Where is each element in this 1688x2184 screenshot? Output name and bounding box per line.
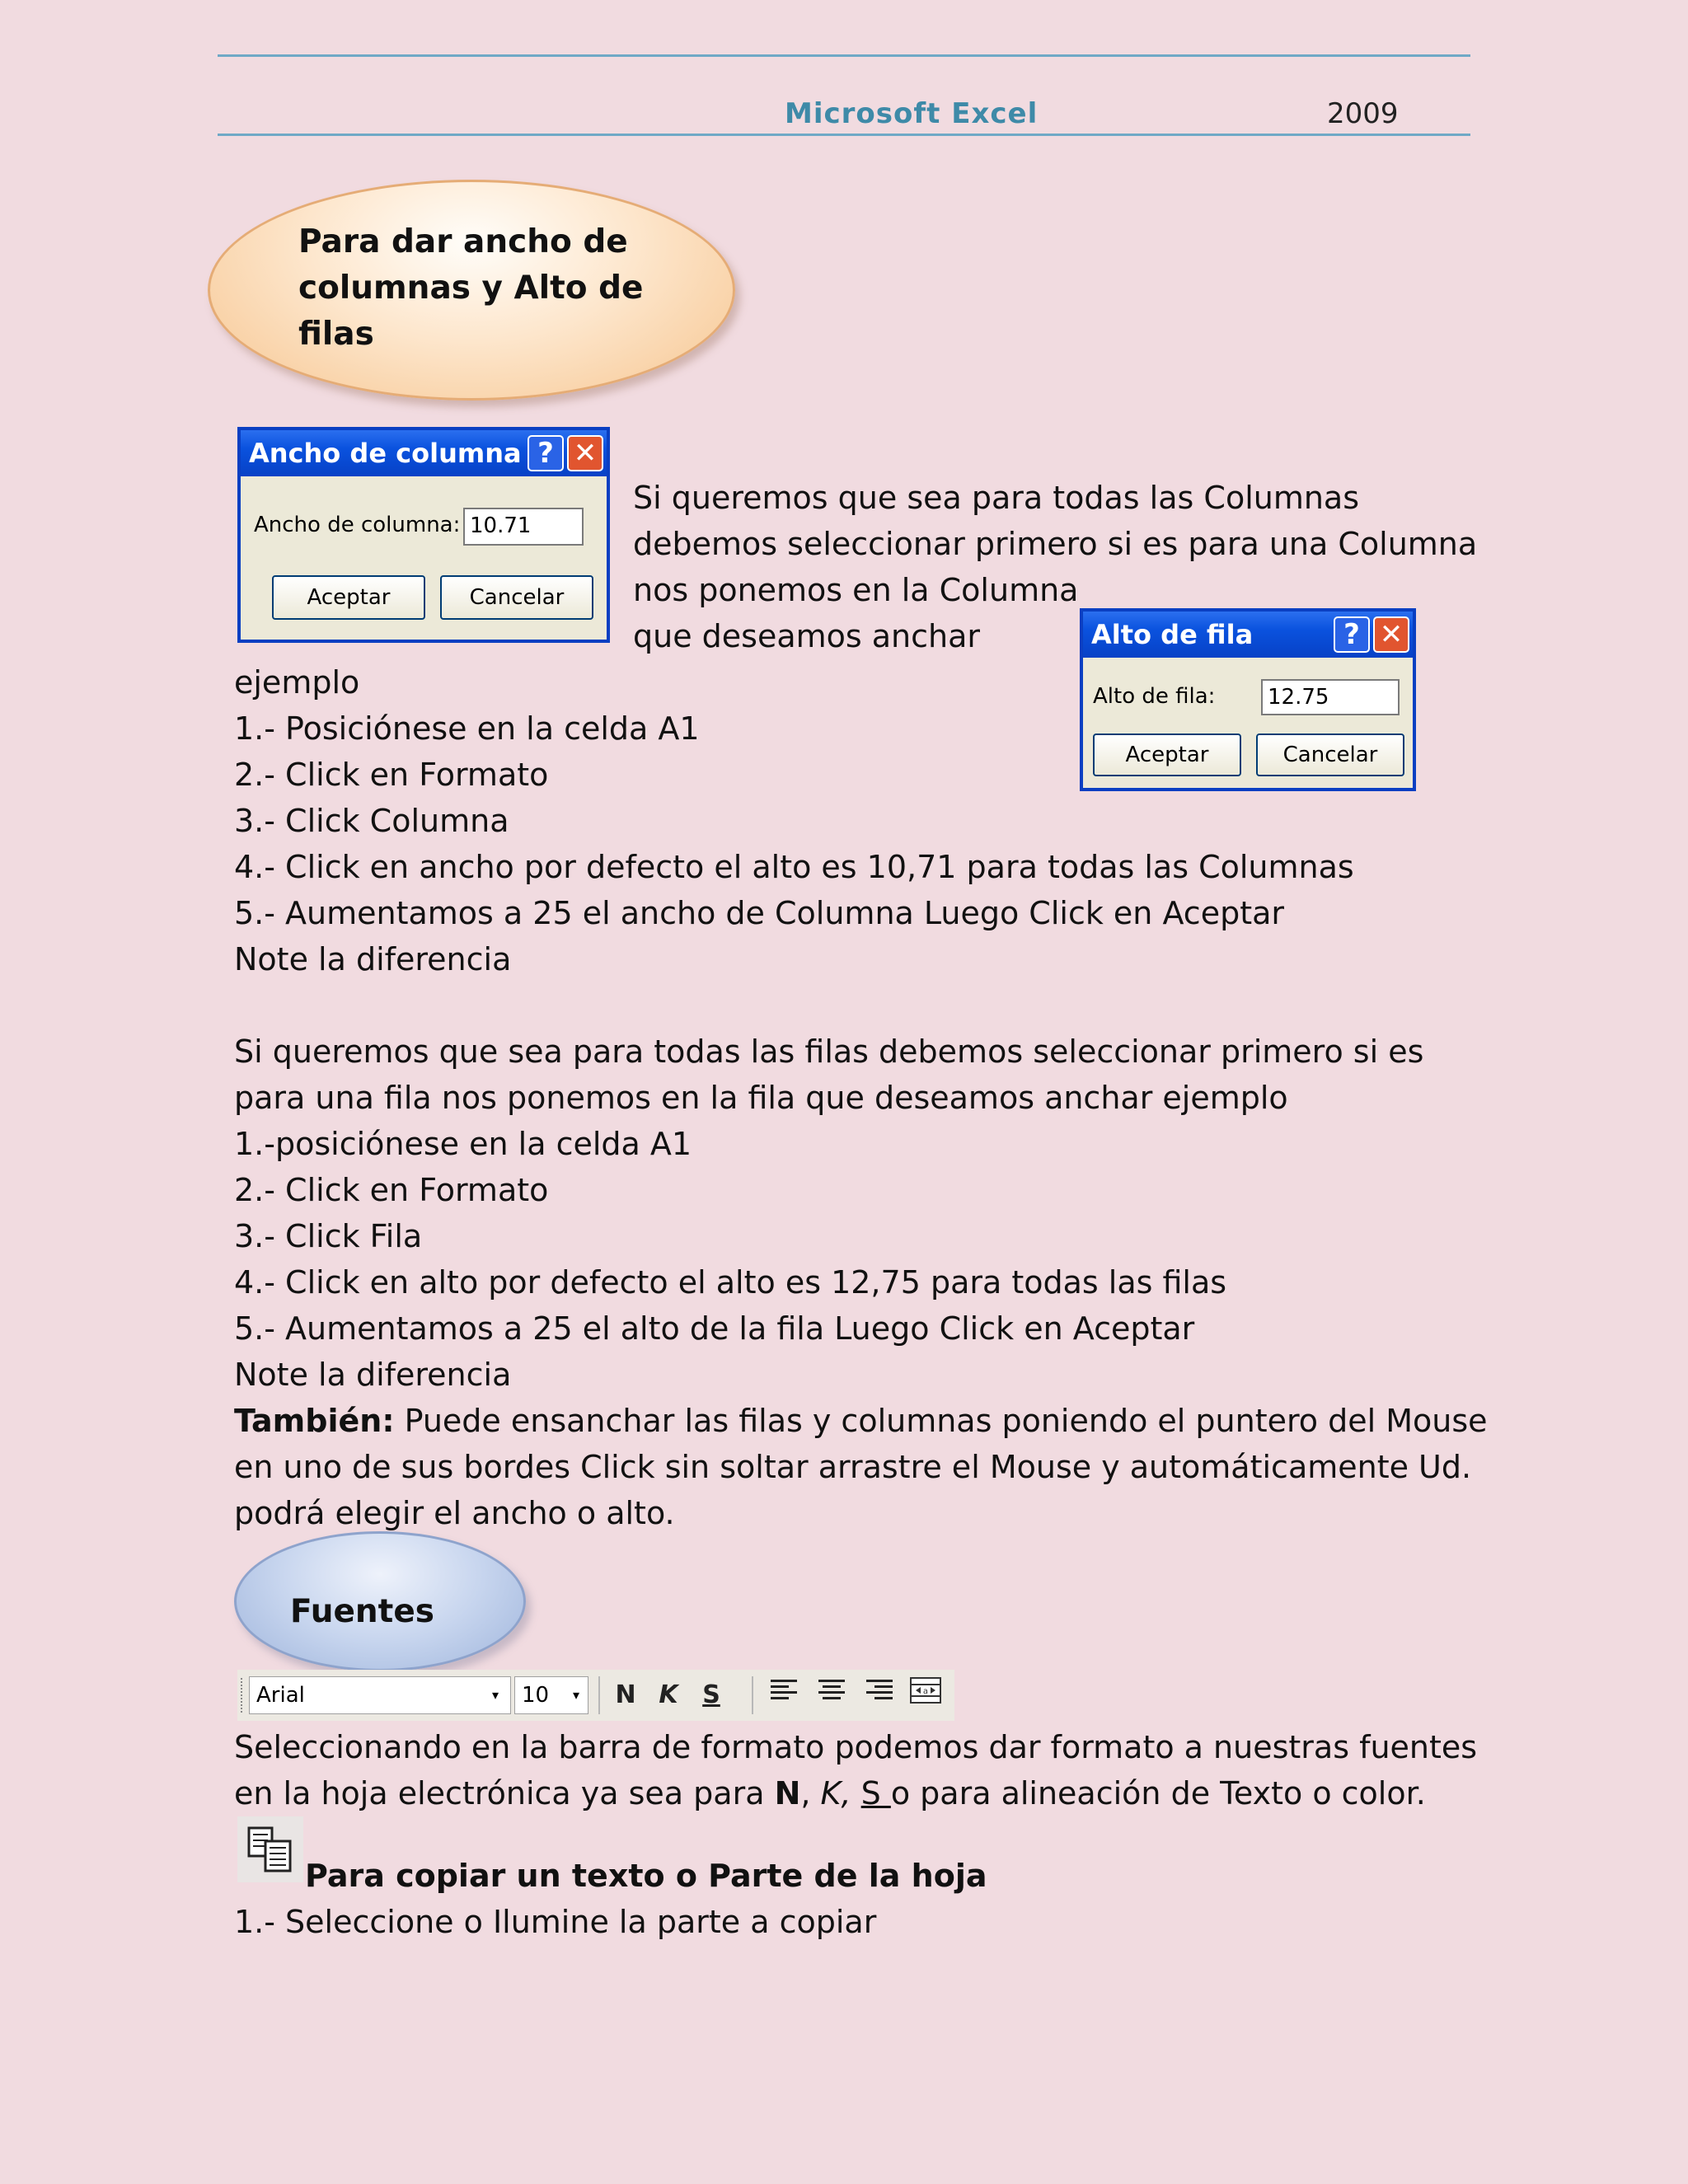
formato-sep: , (800, 1775, 821, 1811)
copiar-step: 1.- Seleccione o Ilumine la parte a copiar (234, 1904, 877, 1940)
rows-line: 3.- Click Fila (234, 1218, 423, 1254)
merge-center-icon[interactable] (907, 1676, 945, 1714)
italic-icon[interactable]: K (659, 1680, 678, 1709)
column-step: 1.- Posiciónese en la celda A1 (234, 710, 700, 747)
field-label: Ancho de columna: (254, 513, 461, 537)
copy-icon (237, 1816, 303, 1882)
column-step: ejemplo (234, 664, 360, 701)
rows-line: 4.- Click en alto por defecto el alto es 12,75 para todas las filas (234, 1264, 1227, 1301)
header-year: 2009 (1327, 97, 1399, 130)
header-rule-bottom (218, 134, 1470, 136)
toolbar-separator (598, 1676, 600, 1714)
bold-n: N (774, 1775, 801, 1811)
column-step: 2.- Click en Formato (234, 757, 549, 793)
formato-text: o para alineación de Texto o color. (890, 1775, 1426, 1811)
tambien-line: en uno de sus bordes Click sin soltar arrastre el Mouse y automáticamente Ud. (234, 1449, 1472, 1485)
dialog-title-bar (241, 430, 607, 476)
callout-fuentes-label: Fuentes (290, 1593, 434, 1630)
callout-line: columnas y Alto de (298, 269, 644, 307)
font-size-select[interactable]: 10 (514, 1676, 588, 1714)
dialog-ancho-de-columna (237, 427, 610, 643)
intro-line: nos ponemos en la Columna (633, 572, 1079, 608)
formato-space (851, 1775, 861, 1811)
dialog-title-bar (1083, 612, 1413, 658)
aceptar-button[interactable]: Aceptar (272, 575, 425, 620)
close-icon[interactable]: ✕ (1373, 616, 1409, 653)
intro-line: que deseamos anchar (633, 618, 981, 654)
callout-ancho-alto-text (298, 219, 645, 358)
formatting-toolbar (237, 1670, 954, 1721)
rows-line: 5.- Aumentamos a 25 el alto de la fila Luego Click en Aceptar (234, 1310, 1195, 1347)
bold-icon[interactable]: N (615, 1680, 636, 1709)
rows-line: 2.- Click en Formato (234, 1172, 549, 1208)
column-step: Note la diferencia (234, 941, 512, 977)
italic-k: K, (820, 1775, 851, 1811)
tambien-line: podrá elegir el ancho o alto. (234, 1495, 675, 1531)
formato-text: en la hoja electrónica ya sea para (234, 1775, 775, 1811)
tambien-line (234, 1398, 1488, 1444)
column-step: 4.- Click en ancho por defecto el alto es 10,71 para todas las Columnas (234, 849, 1354, 885)
cancelar-button[interactable]: Cancelar (1256, 733, 1404, 776)
dialog-title: Alto de fila (1091, 619, 1254, 650)
cancelar-button[interactable]: Cancelar (440, 575, 593, 620)
help-icon[interactable]: ? (528, 435, 564, 471)
toolbar-grip (241, 1678, 246, 1713)
callout-line: Para dar ancho de (298, 223, 628, 260)
column-step: 3.- Click Columna (234, 803, 509, 839)
rows-line: Note la diferencia (234, 1357, 512, 1393)
align-center-icon[interactable] (813, 1676, 851, 1714)
tambien-text: Puede ensanchar las filas y columnas poniendo el puntero del Mouse (394, 1403, 1488, 1439)
aceptar-button[interactable]: Aceptar (1093, 733, 1241, 776)
help-icon[interactable]: ? (1334, 616, 1370, 653)
alto-fila-input[interactable]: 12.75 (1261, 679, 1400, 715)
close-icon[interactable]: ✕ (567, 435, 603, 471)
dialog-title: Ancho de columna (249, 438, 522, 469)
ancho-columna-input[interactable]: 10.71 (463, 508, 584, 546)
callout-line: filas (298, 316, 374, 353)
chevron-down-icon[interactable]: ▾ (572, 1687, 580, 1703)
column-step: 5.- Aumentamos a 25 el ancho de Columna Luego Click en Aceptar (234, 895, 1285, 931)
svg-text:a: a (922, 1687, 929, 1696)
align-right-icon[interactable] (860, 1676, 898, 1714)
rows-line: para una fila nos ponemos en la fila que deseamos anchar ejemplo (234, 1080, 1288, 1116)
underline-icon[interactable]: S (702, 1680, 720, 1709)
header-title: Microsoft Excel (785, 97, 1039, 130)
intro-line: debemos seleccionar primero si es para una Columna (633, 526, 1478, 562)
copiar-heading: Para copiar un texto o Parte de la hoja (305, 1858, 987, 1894)
font-name-select[interactable]: Arial (249, 1676, 511, 1714)
chevron-down-icon[interactable]: ▾ (491, 1687, 499, 1703)
align-left-icon[interactable] (765, 1676, 803, 1714)
field-label: Alto de fila: (1093, 684, 1216, 709)
underline-s: S (860, 1775, 891, 1811)
tambien-label: También: (234, 1403, 395, 1439)
intro-line: Si queremos que sea para todas las Columnas (633, 480, 1360, 516)
header-rule-top (218, 54, 1470, 57)
formato-line: Seleccionando en la barra de formato podemos dar formato a nuestras fuentes (234, 1729, 1478, 1765)
dialog-alto-de-fila (1080, 608, 1416, 791)
rows-line: Si queremos que sea para todas las filas debemos seleccionar primero si es (234, 1033, 1424, 1070)
toolbar-separator (752, 1676, 753, 1714)
formato-line (234, 1770, 1426, 1816)
rows-line: 1.-posiciónese en la celda A1 (234, 1126, 692, 1162)
